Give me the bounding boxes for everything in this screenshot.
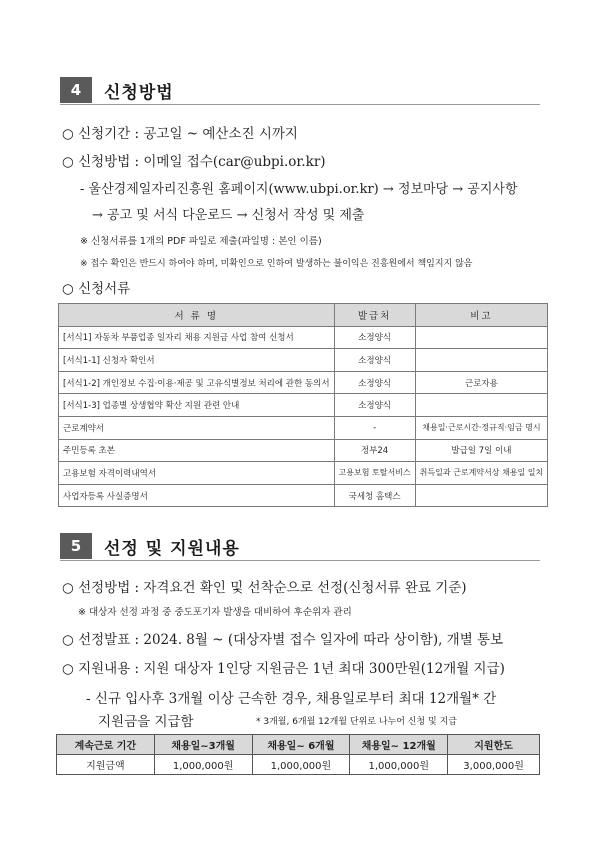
section4-number: 4 bbox=[60, 77, 92, 103]
docs-header-name: 서 류 명 bbox=[59, 304, 335, 327]
support-sub-line1: - 신규 입사후 3개월 이상 근속한 경우, 채용일로부터 최대 12개월* 간 bbox=[86, 691, 497, 707]
selection-method: ○ 선정방법 : 자격요건 확인 및 선착순으로 선정(신청서류 완료 기준) bbox=[62, 580, 467, 596]
table-row bbox=[59, 462, 548, 485]
doc-name: 사업자등록 사실증명서 bbox=[59, 484, 335, 507]
doc-remark bbox=[415, 349, 548, 372]
doc-issuer: 소정양식 bbox=[334, 371, 415, 394]
support-sub-line2: 지원금을 지급함 bbox=[98, 714, 194, 730]
table-row bbox=[57, 755, 540, 775]
doc-remark bbox=[415, 484, 548, 507]
selection-announcement: ○ 선정발표 : 2024. 8월 ~ (대상자별 접수 일자에 따라 상이함), 개별 통보 bbox=[62, 632, 504, 648]
docs-header-row bbox=[59, 304, 548, 327]
doc-name: [서식1-2] 개인정보 수집·이용·제공 및 고유식별정보 처리에 관한 동의서 bbox=[59, 371, 335, 394]
table-row bbox=[59, 416, 548, 439]
section5-number: 5 bbox=[60, 533, 92, 559]
doc-remark bbox=[415, 326, 548, 349]
amount-header-row bbox=[57, 735, 540, 755]
support-amount-table bbox=[56, 734, 540, 775]
selection-note: ※ 대상자 선정 과정 중 중도포기자 발생을 대비하여 후순위자 관리 bbox=[78, 607, 352, 618]
doc-remark: 채용일·근로시간·정규직·임금 명시 bbox=[415, 416, 548, 439]
section4-title: 신청방법 bbox=[104, 82, 174, 103]
doc-name: 고용보험 자격이력내역서 bbox=[59, 462, 335, 485]
doc-issuer: 소정양식 bbox=[334, 349, 415, 372]
doc-name: 근로계약서 bbox=[59, 416, 335, 439]
section4-divider bbox=[60, 104, 540, 105]
docs-label: ○ 신청서류 bbox=[62, 281, 131, 297]
support-details: ○ 지원내용 : 지원 대상자 1인당 지원금은 1년 최대 300만원(12개월 지급) bbox=[62, 661, 505, 677]
doc-remark: 취득일과 근로계약서상 채용일 일치 bbox=[415, 462, 548, 485]
doc-issuer: 소정양식 bbox=[334, 394, 415, 417]
section5-title: 선정 및 지원내용 bbox=[104, 538, 240, 559]
amount-limit: 3,000,000원 bbox=[448, 755, 540, 775]
doc-issuer: - bbox=[334, 416, 415, 439]
amount-header-12m: 채용일~ 12개월 bbox=[350, 735, 448, 755]
amount-header-3m: 채용일~3개월 bbox=[154, 735, 252, 755]
amount-header-period: 계속근로 기간 bbox=[57, 735, 155, 755]
support-sub-note: * 3개월, 6개월 12개월 단위로 나누어 신청 및 지급 bbox=[256, 717, 457, 727]
doc-name: 주민등록 초본 bbox=[59, 439, 335, 462]
section5-divider bbox=[60, 560, 540, 561]
amount-header-6m: 채용일~ 6개월 bbox=[252, 735, 350, 755]
amount-12m: 1,000,000원 bbox=[350, 755, 448, 775]
amount-6m: 1,000,000원 bbox=[252, 755, 350, 775]
apply-note-confirm: ※ 접수 확인은 반드시 하여야 하며, 미확인으로 인하여 발생하는 불이익은 진흥원에서 책임지지 않음 bbox=[80, 259, 473, 269]
table-row bbox=[59, 349, 548, 372]
apply-period: ○ 신청기간 : 공고일 ~ 예산소진 시까지 bbox=[62, 126, 298, 142]
doc-name: [서식1] 자동차 부품업종 일자리 채용 지원금 사업 참여 신청서 bbox=[59, 326, 335, 349]
table-row bbox=[59, 394, 548, 417]
apply-route-line1: - 울산경제일자리진흥원 홈페이지(www.ubpi.or.kr) → 정보마당 → 공지사항 bbox=[80, 182, 518, 197]
doc-remark bbox=[415, 394, 548, 417]
amount-3m: 1,000,000원 bbox=[154, 755, 252, 775]
table-row bbox=[59, 371, 548, 394]
table-row bbox=[59, 439, 548, 462]
section4-header bbox=[60, 77, 174, 103]
amount-label: 지원금액 bbox=[57, 755, 155, 775]
docs-header-remark: 비고 bbox=[415, 304, 548, 327]
apply-method: ○ 신청방법 : 이메일 접수(car@ubpi.or.kr) bbox=[62, 154, 326, 170]
doc-issuer: 정부24 bbox=[334, 439, 415, 462]
doc-remark: 발급일 7일 이내 bbox=[415, 439, 548, 462]
doc-issuer: 소정양식 bbox=[334, 326, 415, 349]
doc-name: [서식1-3] 업종별 상생협약 확산 지원 관련 안내 bbox=[59, 394, 335, 417]
doc-issuer: 고용보험 토탈서비스 bbox=[334, 462, 415, 485]
apply-route-line2: → 공고 및 서식 다운로드 → 신청서 작성 및 제출 bbox=[92, 208, 365, 223]
section5-header bbox=[60, 533, 240, 559]
doc-issuer: 국세청 홈택스 bbox=[334, 484, 415, 507]
apply-note-pdf: ※ 신청서류를 1개의 PDF 파일로 제출(파일명 : 본인 이름) bbox=[80, 236, 322, 247]
doc-remark: 근로자용 bbox=[415, 371, 548, 394]
table-row bbox=[59, 326, 548, 349]
table-row bbox=[59, 484, 548, 507]
docs-header-issuer: 발급처 bbox=[334, 304, 415, 327]
required-documents-table bbox=[58, 303, 548, 507]
amount-header-limit: 지원한도 bbox=[448, 735, 540, 755]
doc-name: [서식1-1] 신청자 확인서 bbox=[59, 349, 335, 372]
